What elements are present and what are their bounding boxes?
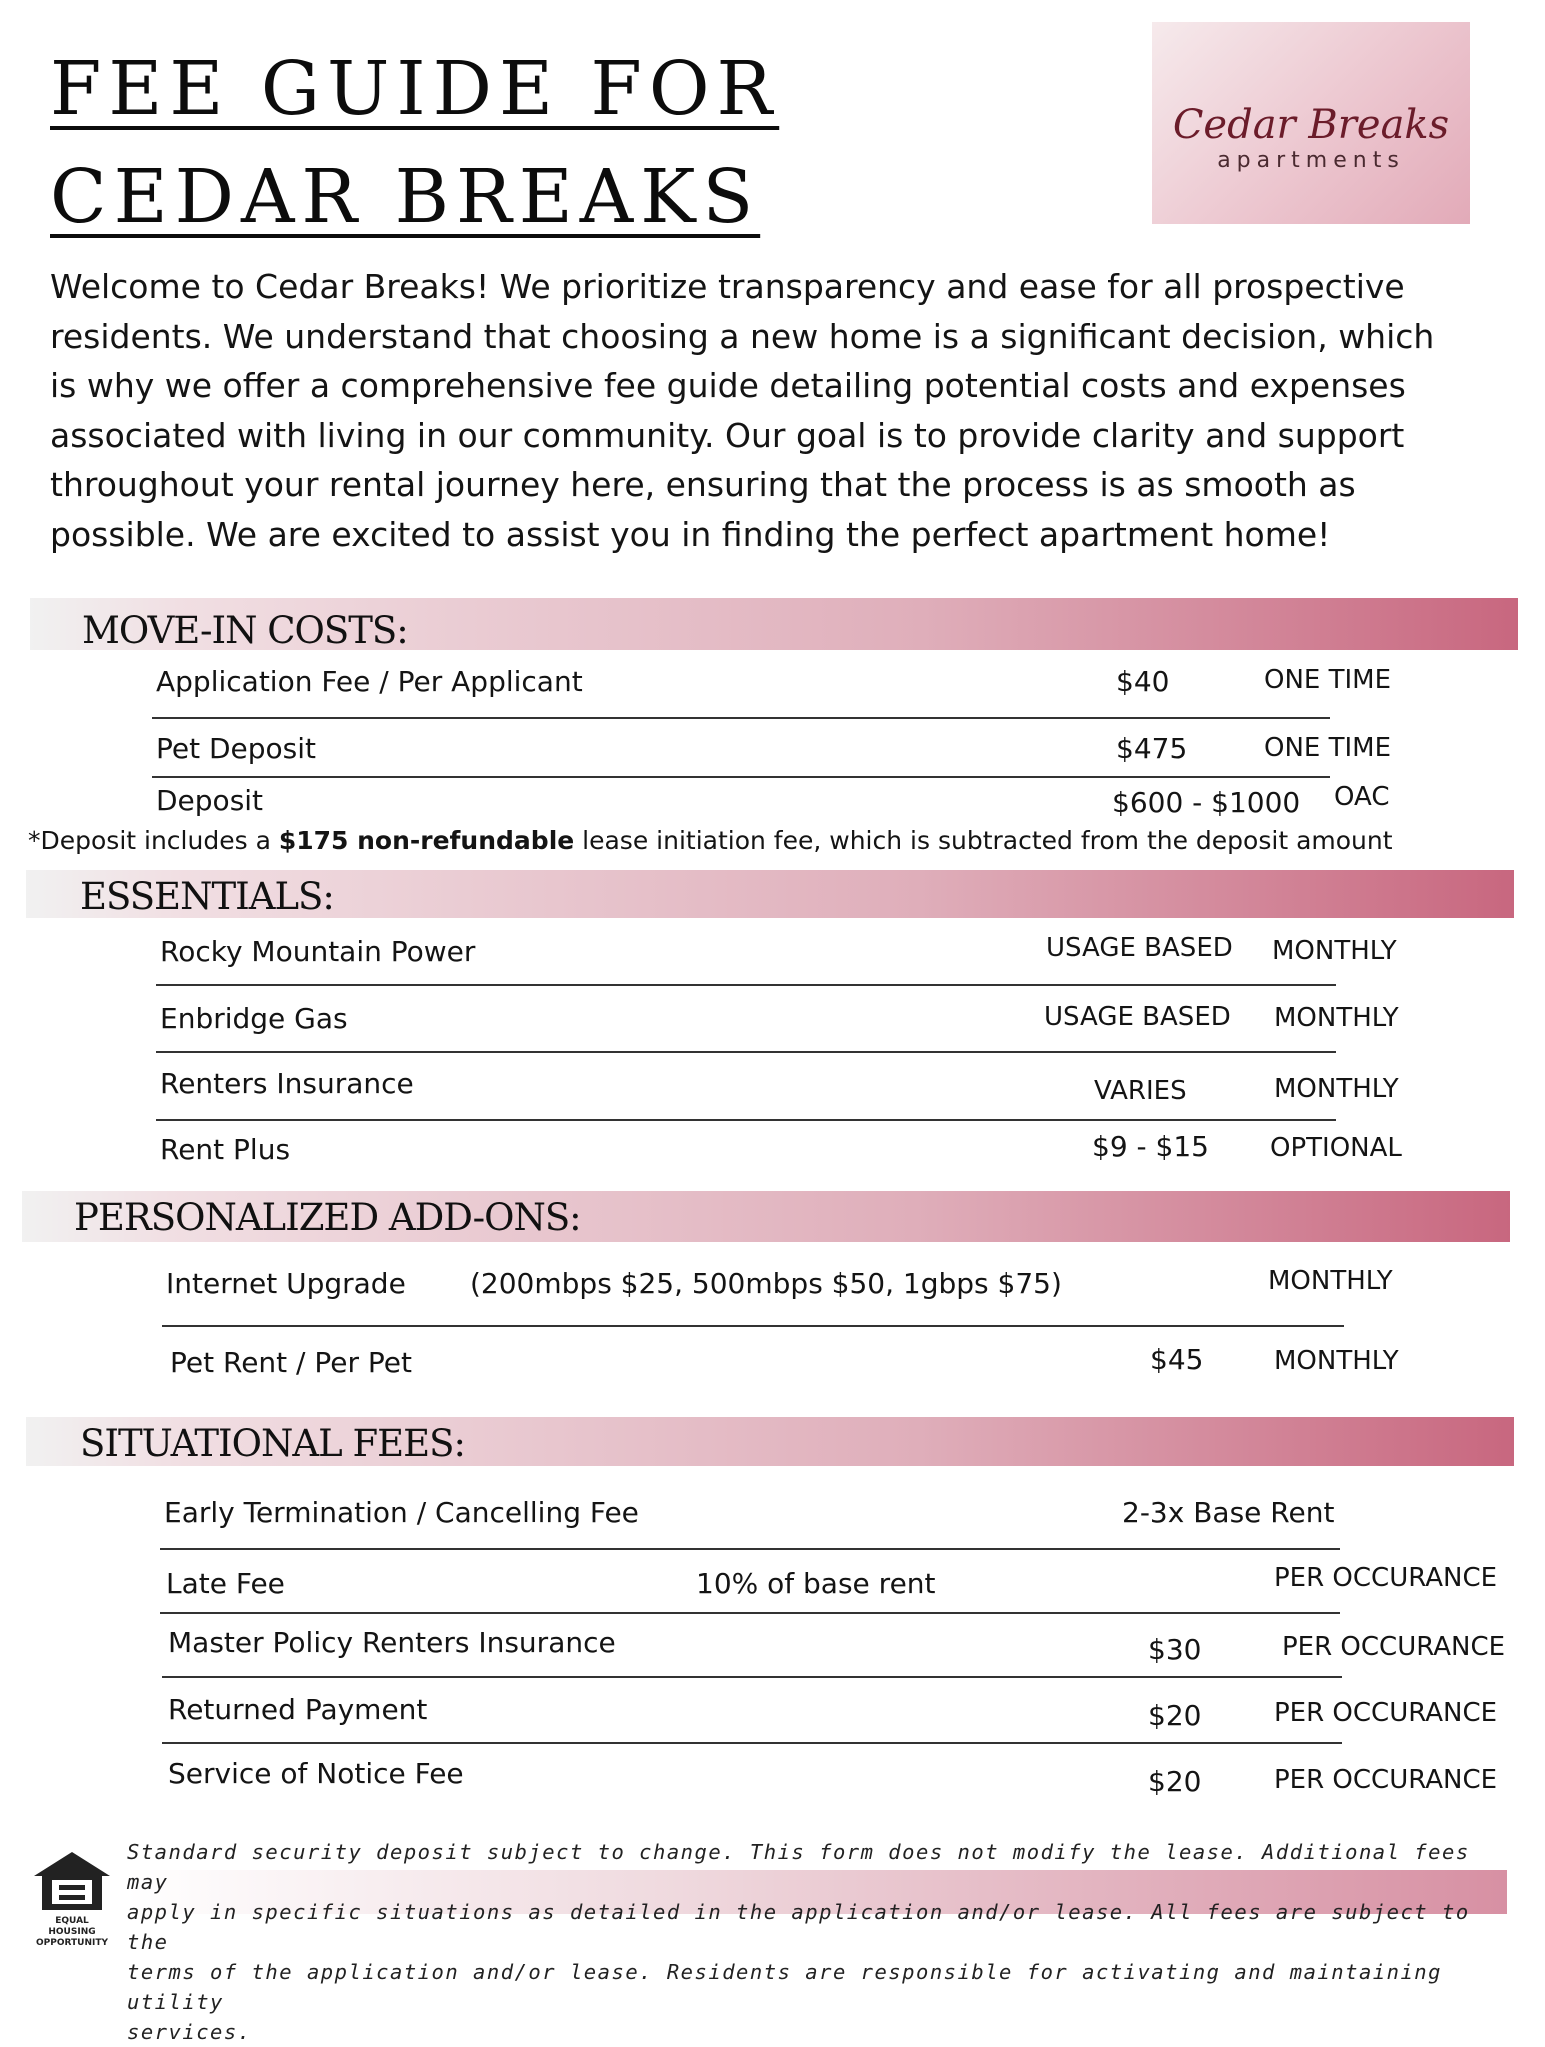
intro-line: residents. We understand that choosing a new home is a significant decision, which — [50, 316, 1435, 356]
fee-amount: USAGE BASED — [1044, 1002, 1231, 1032]
fee-name: Early Termination / Cancelling Fee — [164, 1496, 639, 1529]
fee-name: Enbridge Gas — [160, 1002, 348, 1035]
fee-frequency: ONE TIME — [1264, 665, 1392, 695]
row-divider — [156, 984, 1336, 986]
situational-heading: SITUATIONAL FEES: — [80, 1422, 465, 1465]
row-divider — [152, 776, 1330, 778]
page-title-line2: CEDAR BREAKS — [50, 154, 761, 240]
fee-amount: $30 — [1148, 1633, 1202, 1666]
fee-frequency: MONTHLY — [1274, 1074, 1399, 1104]
fee-amount: 10% of base rent — [696, 1567, 936, 1600]
row-divider — [152, 717, 1330, 719]
footer-line: services. — [127, 2020, 252, 2044]
fee-frequency: PER OCCURANCE — [1274, 1698, 1498, 1728]
footer-line: apply in specific situations as detailed in the application and/or lease. All fees are subject to the — [127, 1900, 1470, 1954]
fee-amount: $20 — [1148, 1765, 1202, 1798]
row-divider — [162, 1742, 1342, 1744]
logo-script-text: Cedar Breaks — [1172, 102, 1450, 148]
equal-housing-logo — [32, 1850, 112, 1948]
deposit-note-bold: $175 non-refundable — [278, 826, 575, 855]
intro-line: is why we offer a comprehensive fee guide detailing potential costs and expenses — [50, 366, 1406, 405]
row-divider — [160, 1612, 1340, 1614]
fee-name: Returned Payment — [168, 1693, 428, 1726]
intro-line: Welcome to Cedar Breaks! We prioritize transparency and ease for all prospective — [50, 267, 1405, 306]
fee-name: Pet Deposit — [156, 732, 317, 765]
fee-name: Rocky Mountain Power — [160, 935, 476, 968]
fee-frequency: MONTHLY — [1274, 1003, 1399, 1033]
fee-name: Late Fee — [166, 1567, 285, 1600]
row-divider — [160, 1548, 1340, 1550]
fee-amount: $9 - $15 — [1092, 1130, 1209, 1163]
intro-line: throughout your rental journey here, ensuring that the process is as smooth as — [50, 465, 1356, 504]
equal-housing-house-icon — [32, 1850, 112, 1912]
fee-amount: $475 — [1116, 732, 1188, 765]
move-in-heading: MOVE-IN COSTS: — [82, 609, 408, 652]
fee-frequency: PER OCCURANCE — [1282, 1632, 1506, 1662]
intro-line: possible. We are excited to assist you in finding the perfect apartment home! — [50, 514, 1331, 554]
essentials-heading: ESSENTIALS: — [80, 875, 334, 918]
eho-text-line1: EQUAL HOUSING — [48, 1916, 96, 1937]
fee-frequency: MONTHLY — [1268, 1266, 1393, 1296]
fee-frequency: PER OCCURANCE — [1274, 1563, 1498, 1593]
page-title-line1: FEE GUIDE FOR — [50, 46, 780, 132]
fee-frequency: PER OCCURANCE — [1274, 1765, 1498, 1795]
fee-amount: VARIES — [1094, 1076, 1187, 1106]
fee-amount: $45 — [1150, 1343, 1204, 1376]
row-divider — [162, 1676, 1342, 1678]
fee-name: Master Policy Renters Insurance — [168, 1626, 616, 1659]
footer-line: Standard security deposit subject to change. This form does not modify the lease. Additional fees may — [127, 1840, 1470, 1894]
addons-heading: PERSONALIZED ADD-ONS: — [74, 1196, 581, 1239]
logo — [1152, 22, 1470, 224]
row-divider — [162, 1325, 1344, 1327]
eho-text-line2: OPPORTUNITY — [35, 1938, 108, 1948]
fee-name: Renters Insurance — [160, 1067, 414, 1100]
footer-line: terms of the application and/or lease. Residents are responsible for activating and maintaining utility — [127, 1960, 1442, 2014]
intro-line: associated with living in our community. Our goal is to provide clarity and support — [50, 415, 1405, 455]
footer-disclaimer — [127, 1837, 1507, 2047]
fee-name: Application Fee / Per Applicant — [156, 665, 583, 698]
logo-subtitle: apartments — [1217, 148, 1405, 173]
fee-name: Deposit — [156, 784, 264, 817]
fee-amount: USAGE BASED — [1046, 933, 1233, 963]
fee-frequency: MONTHLY — [1272, 936, 1397, 966]
fee-name: Service of Notice Fee — [168, 1757, 464, 1790]
row-divider — [156, 1119, 1336, 1121]
fee-frequency: OAC — [1334, 782, 1390, 812]
row-divider — [156, 1051, 1336, 1053]
fee-frequency: ONE TIME — [1264, 733, 1392, 763]
fee-frequency: OPTIONAL — [1270, 1133, 1402, 1163]
fee-frequency: MONTHLY — [1274, 1346, 1399, 1376]
intro-paragraph — [50, 262, 1460, 559]
fee-amount: 2-3x Base Rent — [1122, 1496, 1335, 1529]
fee-name: Internet Upgrade — [166, 1267, 406, 1300]
deposit-note: *Deposit includes a $175 non-refundable lease initiation fee, which is subtracted from the deposit amount — [28, 826, 1393, 855]
fee-detail: (200mbps $25, 500mbps $50, 1gbps $75) — [470, 1267, 1062, 1300]
fee-amount: $20 — [1148, 1699, 1202, 1732]
fee-amount: $600 - $1000 — [1112, 786, 1301, 819]
fee-amount: $40 — [1116, 665, 1170, 698]
fee-name: Rent Plus — [160, 1133, 291, 1166]
fee-name: Pet Rent / Per Pet — [170, 1346, 412, 1379]
